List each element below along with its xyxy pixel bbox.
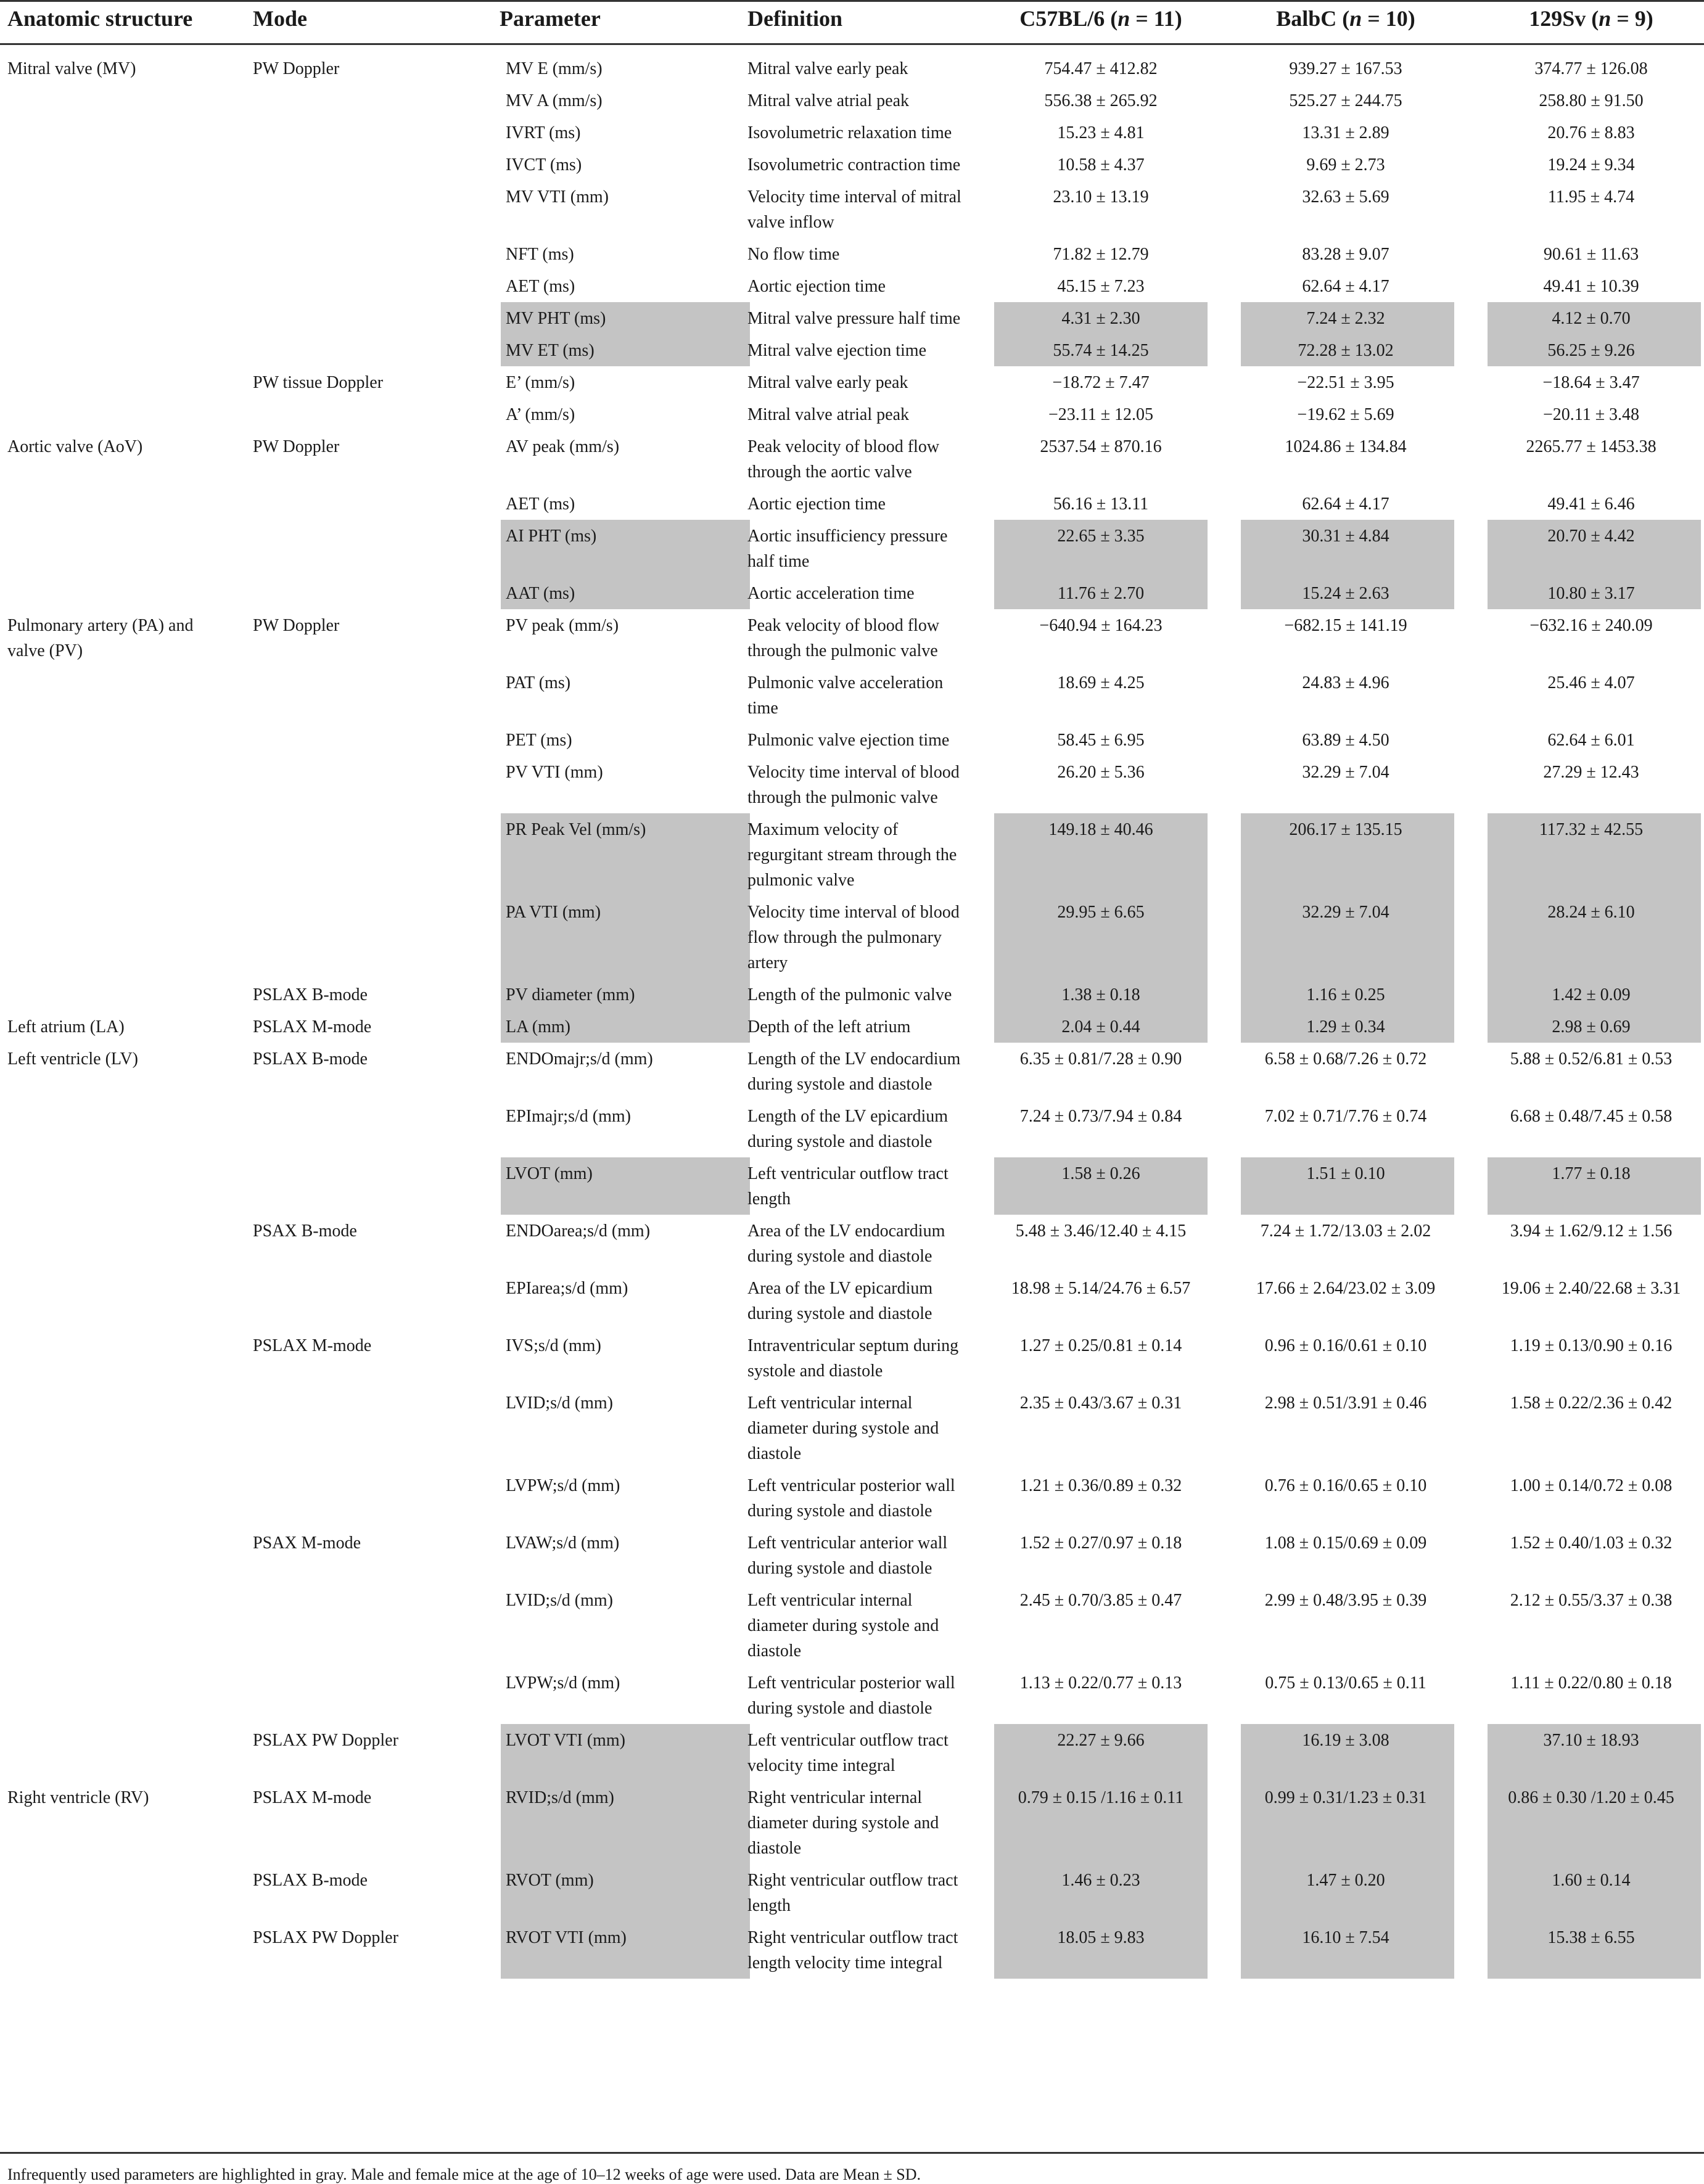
cell-129sv: 117.32 ± 42.55 (1539, 820, 1644, 839)
cell-mode: PSLAX B-mode (253, 1871, 368, 1890)
cell-129sv: 10.80 ± 3.17 (1547, 584, 1635, 603)
cell-parameter: E’ (mm/s) (506, 373, 575, 392)
cell-anatomic-structure: Aortic valve (AoV) (7, 437, 143, 456)
cell-parameter: ENDOmajr;s/d (mm) (506, 1049, 653, 1069)
cell-balbc: 939.27 ± 167.53 (1289, 59, 1402, 78)
cell-129sv: 374.77 ± 126.08 (1534, 59, 1648, 78)
cell-parameter: IVS;s/d (mm) (506, 1336, 601, 1355)
cell-parameter: LVPW;s/d (mm) (506, 1476, 620, 1495)
cell-parameter: LVID;s/d (mm) (506, 1591, 613, 1610)
cell-mode: PSAX M-mode (253, 1533, 361, 1553)
cell-129sv: 5.88 ± 0.52/6.81 ± 0.53 (1510, 1049, 1673, 1069)
cell-c57bl6: 4.31 ± 2.30 (1061, 309, 1140, 328)
cell-definition: Left ventricular outflow tract length (747, 1164, 949, 1209)
cell-129sv: 2265.77 ± 1453.38 (1526, 437, 1657, 456)
cell-parameter: MV E (mm/s) (506, 59, 603, 78)
cell-parameter: AAT (ms) (506, 584, 575, 603)
cell-balbc: 17.66 ± 2.64/23.02 ± 3.09 (1256, 1279, 1436, 1298)
cell-definition: Velocity time interval of mitral valve inflow (747, 187, 961, 232)
cell-balbc: 7.02 ± 0.71/7.76 ± 0.74 (1264, 1107, 1427, 1126)
cell-parameter: ENDOarea;s/d (mm) (506, 1221, 651, 1241)
cell-mode: PSLAX M-mode (253, 1336, 372, 1355)
cell-definition: Left ventricular internal diameter during systole and diastole (747, 1394, 939, 1463)
top-rule (0, 0, 1704, 2)
cell-definition: Length of the LV epicardium during systole and diastole (747, 1107, 949, 1151)
header-c57bl6-n: n (1117, 6, 1130, 31)
cell-c57bl6: 2.45 ± 0.70/3.85 ± 0.47 (1019, 1591, 1182, 1610)
cell-c57bl6: 1.58 ± 0.26 (1061, 1164, 1140, 1183)
cell-129sv: −18.64 ± 3.47 (1542, 373, 1640, 392)
cell-c57bl6: 754.47 ± 412.82 (1044, 59, 1158, 78)
header-129sv-n: n (1599, 6, 1611, 31)
cell-129sv: 6.68 ± 0.48/7.45 ± 0.58 (1510, 1107, 1673, 1126)
cell-balbc: 63.89 ± 4.50 (1302, 731, 1389, 750)
cell-definition: Aortic insufficiency pressure half time (747, 527, 948, 571)
cell-definition: Mitral valve ejection time (747, 341, 927, 360)
cell-c57bl6: −18.72 ± 7.47 (1052, 373, 1150, 392)
cell-definition: Pulmonic valve ejection time (747, 731, 950, 750)
cell-balbc: 13.31 ± 2.89 (1302, 123, 1389, 142)
cell-129sv: 258.80 ± 91.50 (1539, 91, 1644, 110)
cell-balbc: 7.24 ± 2.32 (1306, 309, 1385, 328)
cell-definition: Left ventricular posterior wall during systole and diastole (747, 1673, 955, 1718)
cell-definition: Pulmonic valve acceleration time (747, 673, 944, 718)
cell-parameter: MV VTI (mm) (506, 187, 609, 207)
table-footnote: Infrequently used parameters are highlighted in gray. Male and female mice at the age of 10–12 weeks of age were used. Data are Mean ± SD. (7, 2166, 921, 2183)
cell-c57bl6: 10.58 ± 4.37 (1057, 155, 1145, 174)
cell-mode: PW Doppler (253, 59, 340, 78)
cell-balbc: 0.96 ± 0.16/0.61 ± 0.10 (1264, 1336, 1427, 1355)
header-129sv (1486, 2, 1696, 35)
cell-c57bl6: 556.38 ± 265.92 (1044, 91, 1158, 110)
cell-parameter: PA VTI (mm) (506, 903, 601, 922)
cell-parameter: PAT (ms) (506, 673, 571, 692)
cell-balbc: 32.63 ± 5.69 (1302, 187, 1389, 207)
cell-129sv: 19.06 ± 2.40/22.68 ± 3.31 (1501, 1279, 1681, 1298)
cell-balbc: 6.58 ± 0.68/7.26 ± 0.72 (1264, 1049, 1427, 1069)
cell-parameter: RVID;s/d (mm) (506, 1788, 614, 1807)
cell-parameter: PV peak (mm/s) (506, 616, 619, 635)
cell-129sv: 0.86 ± 0.30 /1.20 ± 0.45 (1508, 1788, 1674, 1807)
header-balbc-count: = 10) (1362, 6, 1415, 31)
cell-definition: Aortic ejection time (747, 495, 886, 514)
cell-balbc: −19.62 ± 5.69 (1297, 405, 1394, 424)
header-balbc-n: n (1349, 6, 1362, 31)
cell-definition: Maximum velocity of regurgitant stream through the pulmonic valve (747, 820, 957, 890)
cell-balbc: 0.75 ± 0.13/0.65 ± 0.11 (1265, 1673, 1426, 1693)
cell-c57bl6: 29.95 ± 6.65 (1057, 903, 1145, 922)
bottom-rule (0, 2152, 1704, 2154)
cell-mode: PSLAX M-mode (253, 1788, 372, 1807)
cell-129sv: 25.46 ± 4.07 (1547, 673, 1635, 692)
cell-balbc: 1.16 ± 0.25 (1306, 985, 1385, 1004)
cell-anatomic-structure: Left ventricle (LV) (7, 1049, 138, 1069)
cell-parameter: AI PHT (ms) (506, 527, 597, 546)
cell-parameter: LVOT (mm) (506, 1164, 593, 1183)
cell-mode: PSAX B-mode (253, 1221, 357, 1241)
cell-c57bl6: −640.94 ± 164.23 (1039, 616, 1163, 635)
cell-definition: Area of the LV epicardium during systole and diastole (747, 1279, 933, 1323)
cell-anatomic-structure: Pulmonary artery (PA) and valve (PV) (7, 616, 194, 660)
cell-parameter: IVRT (ms) (506, 123, 581, 142)
cell-balbc: 24.83 ± 4.96 (1302, 673, 1389, 692)
cell-balbc: 1.51 ± 0.10 (1306, 1164, 1385, 1183)
cell-balbc: 16.10 ± 7.54 (1302, 1928, 1389, 1947)
cell-definition: Peak velocity of blood flow through the aortic valve (747, 437, 940, 482)
cell-129sv: 1.19 ± 0.13/0.90 ± 0.16 (1510, 1336, 1673, 1355)
cell-c57bl6: 55.74 ± 14.25 (1053, 341, 1149, 360)
cell-mode: PSLAX B-mode (253, 1049, 368, 1069)
cell-parameter: EPIarea;s/d (mm) (506, 1279, 628, 1298)
cell-c57bl6: 45.15 ± 7.23 (1057, 277, 1145, 296)
cell-anatomic-structure: Right ventricle (RV) (7, 1788, 149, 1807)
cell-mode: PSLAX PW Doppler (253, 1928, 398, 1947)
cell-definition: Left ventricular internal diameter during systole and diastole (747, 1591, 939, 1661)
cell-definition: Isovolumetric relaxation time (747, 123, 952, 142)
cell-definition: Aortic ejection time (747, 277, 886, 296)
cell-129sv: −632.16 ± 240.09 (1529, 616, 1653, 635)
cell-parameter: LVPW;s/d (mm) (506, 1673, 620, 1693)
cell-balbc: 32.29 ± 7.04 (1302, 903, 1389, 922)
cell-balbc: −682.15 ± 141.19 (1284, 616, 1407, 635)
cell-c57bl6: 5.48 ± 3.46/12.40 ± 4.15 (1015, 1221, 1187, 1241)
cell-parameter: AET (ms) (506, 277, 575, 296)
cell-balbc: 72.28 ± 13.02 (1298, 341, 1394, 360)
cell-c57bl6: 56.16 ± 13.11 (1053, 495, 1149, 514)
cell-c57bl6: 18.69 ± 4.25 (1057, 673, 1145, 692)
cell-parameter: EPImajr;s/d (mm) (506, 1107, 631, 1126)
cell-c57bl6: 23.10 ± 13.19 (1053, 187, 1149, 207)
cell-129sv: 15.38 ± 6.55 (1547, 1928, 1635, 1947)
cell-129sv: 20.76 ± 8.83 (1547, 123, 1635, 142)
cell-c57bl6: 22.65 ± 3.35 (1057, 527, 1145, 546)
header-rule (0, 43, 1704, 45)
cell-parameter: RVOT VTI (mm) (506, 1928, 627, 1947)
header-129sv-count: = 9) (1611, 6, 1653, 31)
header-129sv-name: 129Sv ( (1529, 6, 1599, 31)
cell-mode: PW Doppler (253, 616, 340, 635)
cell-c57bl6: 2.04 ± 0.44 (1061, 1017, 1140, 1037)
header-balbc-name: BalbC ( (1276, 6, 1350, 31)
header-c57bl6-name: C57BL/6 ( (1019, 6, 1118, 31)
cell-c57bl6: 1.27 ± 0.25/0.81 ± 0.14 (1019, 1336, 1182, 1355)
cell-c57bl6: 11.76 ± 2.70 (1057, 584, 1145, 603)
cell-c57bl6: 18.98 ± 5.14/24.76 ± 6.57 (1011, 1279, 1191, 1298)
cell-c57bl6: 1.38 ± 0.18 (1061, 985, 1140, 1004)
cell-129sv: 19.24 ± 9.34 (1547, 155, 1635, 174)
cell-balbc: 206.17 ± 135.15 (1289, 820, 1402, 839)
cell-balbc: 0.76 ± 0.16/0.65 ± 0.10 (1264, 1476, 1427, 1495)
cell-129sv: 2.98 ± 0.69 (1552, 1017, 1631, 1037)
cell-129sv: 2.12 ± 0.55/3.37 ± 0.38 (1510, 1591, 1673, 1610)
cell-balbc: 32.29 ± 7.04 (1302, 763, 1389, 782)
cell-parameter: LA (mm) (506, 1017, 570, 1037)
cell-definition: Right ventricular outflow tract length velocity time integral (747, 1928, 958, 1973)
cell-parameter: A’ (mm/s) (506, 405, 575, 424)
cell-c57bl6: 1.52 ± 0.27/0.97 ± 0.18 (1019, 1533, 1182, 1553)
cell-definition: Peak velocity of blood flow through the pulmonic valve (747, 616, 940, 660)
cell-parameter: MV ET (ms) (506, 341, 595, 360)
cell-129sv: 1.00 ± 0.14/0.72 ± 0.08 (1510, 1476, 1673, 1495)
cell-balbc: 1.08 ± 0.15/0.69 ± 0.09 (1264, 1533, 1427, 1553)
cell-129sv: 1.60 ± 0.14 (1552, 1871, 1631, 1890)
cell-mode: PW Doppler (253, 437, 340, 456)
cell-parameter: PV VTI (mm) (506, 763, 603, 782)
cell-definition: Right ventricular internal diameter during systole and diastole (747, 1788, 939, 1858)
cell-definition: Velocity time interval of blood through the pulmonic valve (747, 763, 960, 807)
header-c57bl6-count: = 11) (1130, 6, 1182, 31)
cell-definition: Length of the LV endocardium during systole and diastole (747, 1049, 961, 1094)
cell-parameter: LVID;s/d (mm) (506, 1394, 613, 1413)
cell-definition: Area of the LV endocardium during systole and diastole (747, 1221, 945, 1266)
cell-balbc: 1.47 ± 0.20 (1306, 1871, 1385, 1890)
cell-balbc: 62.64 ± 4.17 (1302, 495, 1389, 514)
cell-mode: PW tissue Doppler (253, 373, 384, 392)
cell-definition: Mitral valve pressure half time (747, 309, 961, 328)
cell-c57bl6: 15.23 ± 4.81 (1057, 123, 1145, 142)
cell-129sv: 1.11 ± 0.22/0.80 ± 0.18 (1510, 1673, 1672, 1693)
cell-definition: Isovolumetric contraction time (747, 155, 961, 174)
cell-balbc: 2.98 ± 0.51/3.91 ± 0.46 (1264, 1394, 1427, 1413)
cell-parameter: RVOT (mm) (506, 1871, 594, 1890)
cell-129sv: 11.95 ± 4.74 (1547, 187, 1635, 207)
cell-c57bl6: 1.46 ± 0.23 (1061, 1871, 1140, 1890)
cell-definition: Mitral valve atrial peak (747, 405, 909, 424)
cell-balbc: 1.29 ± 0.34 (1306, 1017, 1385, 1037)
cell-definition: Mitral valve atrial peak (747, 91, 909, 110)
header-c57bl6 (996, 2, 1206, 35)
cell-c57bl6: 1.13 ± 0.22/0.77 ± 0.13 (1019, 1673, 1182, 1693)
cell-balbc: 9.69 ± 2.73 (1306, 155, 1385, 174)
cell-balbc: 62.64 ± 4.17 (1302, 277, 1389, 296)
cell-129sv: 62.64 ± 6.01 (1547, 731, 1635, 750)
header-anatomic-structure: Anatomic structure (7, 6, 193, 31)
cell-c57bl6: −23.11 ± 12.05 (1048, 405, 1154, 424)
cell-129sv: 90.61 ± 11.63 (1543, 245, 1639, 264)
cell-c57bl6: 6.35 ± 0.81/7.28 ± 0.90 (1019, 1049, 1182, 1069)
cell-parameter: LVAW;s/d (mm) (506, 1533, 620, 1553)
cell-129sv: 28.24 ± 6.10 (1547, 903, 1635, 922)
cell-definition: Mitral valve early peak (747, 373, 908, 392)
cell-c57bl6: 18.05 ± 9.83 (1057, 1928, 1145, 1947)
cell-balbc: 7.24 ± 1.72/13.03 ± 2.02 (1260, 1221, 1431, 1241)
cell-c57bl6: 26.20 ± 5.36 (1057, 763, 1145, 782)
cell-mode: PSLAX B-mode (253, 985, 368, 1004)
cell-parameter: IVCT (ms) (506, 155, 582, 174)
cell-c57bl6: 71.82 ± 12.79 (1053, 245, 1149, 264)
cell-mode: PSLAX M-mode (253, 1017, 372, 1037)
cell-definition: Length of the pulmonic valve (747, 985, 952, 1004)
cell-balbc: 30.31 ± 4.84 (1302, 527, 1389, 546)
header-parameter: Parameter (500, 6, 601, 31)
cell-129sv: 1.52 ± 0.40/1.03 ± 0.32 (1510, 1533, 1673, 1553)
cell-definition: Mitral valve early peak (747, 59, 908, 78)
cell-129sv: 49.41 ± 6.46 (1547, 495, 1635, 514)
cell-parameter: AET (ms) (506, 495, 575, 514)
cell-129sv: 27.29 ± 12.43 (1543, 763, 1639, 782)
cell-129sv: 1.58 ± 0.22/2.36 ± 0.42 (1510, 1394, 1673, 1413)
cell-balbc: −22.51 ± 3.95 (1297, 373, 1394, 392)
header-balbc (1241, 2, 1451, 35)
cell-129sv: 37.10 ± 18.93 (1543, 1731, 1639, 1750)
cell-balbc: 15.24 ± 2.63 (1302, 584, 1389, 603)
header-mode: Mode (253, 6, 307, 31)
cell-parameter: MV PHT (ms) (506, 309, 606, 328)
cell-balbc: 0.99 ± 0.31/1.23 ± 0.31 (1264, 1788, 1427, 1807)
cell-parameter: PET (ms) (506, 731, 572, 750)
cell-129sv: 1.42 ± 0.09 (1552, 985, 1631, 1004)
cell-definition: Left ventricular anterior wall during systole and diastole (747, 1533, 948, 1578)
cell-parameter: MV A (mm/s) (506, 91, 603, 110)
cell-definition: No flow time (747, 245, 840, 264)
cell-parameter: LVOT VTI (mm) (506, 1731, 625, 1750)
cell-129sv: 1.77 ± 0.18 (1552, 1164, 1631, 1183)
cell-anatomic-structure: Mitral valve (MV) (7, 59, 136, 78)
cell-balbc: 1024.86 ± 134.84 (1285, 437, 1407, 456)
cell-anatomic-structure: Left atrium (LA) (7, 1017, 125, 1037)
cell-c57bl6: 149.18 ± 40.46 (1048, 820, 1153, 839)
cell-parameter: AV peak (mm/s) (506, 437, 620, 456)
cell-definition: Velocity time interval of blood flow through the pulmonary artery (747, 903, 960, 972)
cell-129sv: 56.25 ± 9.26 (1547, 341, 1635, 360)
cell-definition: Right ventricular outflow tract length (747, 1871, 958, 1915)
cell-129sv: 3.94 ± 1.62/9.12 ± 1.56 (1510, 1221, 1673, 1241)
cell-c57bl6: 58.45 ± 6.95 (1057, 731, 1145, 750)
cell-definition: Left ventricular outflow tract velocity time integral (747, 1731, 949, 1775)
cell-balbc: 2.99 ± 0.48/3.95 ± 0.39 (1264, 1591, 1427, 1610)
cell-definition: Aortic acceleration time (747, 584, 915, 603)
cell-c57bl6: 1.21 ± 0.36/0.89 ± 0.32 (1019, 1476, 1182, 1495)
cell-129sv: −20.11 ± 3.48 (1542, 405, 1640, 424)
cell-129sv: 49.41 ± 10.39 (1543, 277, 1639, 296)
cell-balbc: 16.19 ± 3.08 (1302, 1731, 1389, 1750)
cell-balbc: 83.28 ± 9.07 (1302, 245, 1389, 264)
cell-c57bl6: 2.35 ± 0.43/3.67 ± 0.31 (1019, 1394, 1182, 1413)
cell-129sv: 20.70 ± 4.42 (1547, 527, 1635, 546)
cell-c57bl6: 7.24 ± 0.73/7.94 ± 0.84 (1019, 1107, 1182, 1126)
cell-mode: PSLAX PW Doppler (253, 1731, 398, 1750)
cell-parameter: PV diameter (mm) (506, 985, 635, 1004)
cell-balbc: 525.27 ± 244.75 (1289, 91, 1402, 110)
cell-c57bl6: 2537.54 ± 870.16 (1040, 437, 1162, 456)
cell-parameter: PR Peak Vel (mm/s) (506, 820, 646, 839)
cell-parameter: NFT (ms) (506, 245, 574, 264)
cell-definition: Intraventricular septum during systole and diastole (747, 1336, 959, 1381)
cell-definition: Depth of the left atrium (747, 1017, 911, 1037)
header-definition: Definition (747, 6, 843, 31)
cell-c57bl6: 0.79 ± 0.15 /1.16 ± 0.11 (1018, 1788, 1184, 1807)
cell-definition: Left ventricular posterior wall during systole and diastole (747, 1476, 955, 1521)
cell-129sv: 4.12 ± 0.70 (1552, 309, 1631, 328)
cell-c57bl6: 22.27 ± 9.66 (1057, 1731, 1145, 1750)
